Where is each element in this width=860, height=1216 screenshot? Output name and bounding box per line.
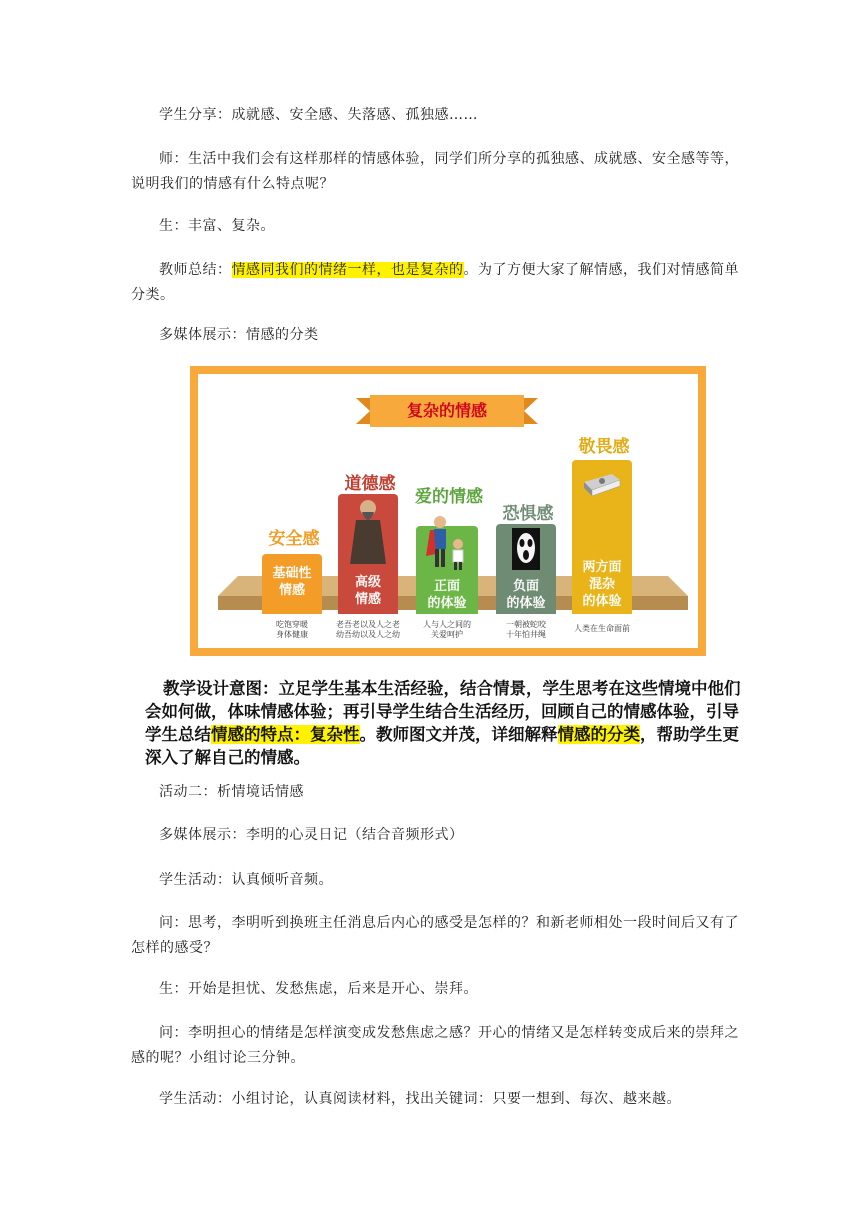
paragraph-question-evolution: 问：李明担心的情绪是怎样演变成发愁焦虑之感？开心的情绪又是怎样转变成后来的崇拜之感的呢？小组讨论三分钟。: [131, 1025, 739, 1066]
bar-label-safety: 基础性 情感: [272, 566, 312, 598]
emotion-classification-figure: [190, 366, 706, 656]
caption-fear: 一朝被蛇咬 十年怕井绳: [506, 620, 546, 639]
paragraph-teacher-question: 师：生活中我们会有这样那样的情感体验，同学们所分享的孤独感、成就感、安全感等等，说明我们的情感有什么特点呢？: [131, 151, 739, 192]
paragraph-activity-two: 活动二：析情境话情感: [159, 784, 304, 800]
paragraph-question-feelings: 问：思考，李明听到换班主任消息后内心的感受是怎样的？和新老师相处一段时间后又有了怎样的感受？: [131, 915, 739, 956]
paragraph-media-diary: 多媒体展示：李明的心灵日记（结合音频形式）: [159, 827, 464, 843]
confucius-icon: [348, 498, 388, 566]
category-title-love: 爱的情感: [415, 487, 483, 507]
summary-highlight: 情感同我们的情绪一样，也是复杂的: [231, 262, 464, 278]
paragraph-student-listen: 学生活动：认真倾听音频。: [159, 872, 333, 888]
intent-part-c: ，帮助学生更深入了解自己的情感。: [145, 725, 739, 767]
bar-label-fear: 负面 的体验: [506, 579, 546, 611]
paragraph-media-show: 多媒体展示：情感的分类: [159, 327, 319, 343]
caption-safety: 吃饱穿暖 身体健康: [276, 620, 308, 639]
caption-awe: 人类在生命面前: [574, 624, 630, 633]
banner-title: 复杂的情感: [406, 401, 487, 420]
summary-suffix: 。为了方便大家了解情感，我们对情感简单分类。: [131, 262, 739, 303]
bar-label-awe: 两方面 混杂 的体验: [582, 560, 622, 609]
intent-part-a: 教学设计意图：立足学生基本生活经验，结合情景，学生思考在这些情境中他们会如何做，体味情感体验；再引导学生结合生活经历，回顾自己的情感体验，引导学生总结: [145, 679, 741, 744]
paragraph-student-answer: 生：丰富、复杂。: [159, 218, 275, 234]
intent-part-b: 。教师图文并茂，详细解释: [359, 725, 558, 744]
figure-panel: [198, 374, 698, 648]
category-title-morality: 道德感: [344, 474, 396, 494]
paragraph-student-share: 学生分享：成就感、安全感、失落感、孤独感……: [159, 107, 478, 123]
paragraph-design-intent: [145, 677, 745, 769]
summary-prefix: 教师总结：: [159, 262, 232, 278]
bar-label-love: 正面 的体验: [427, 579, 467, 611]
intent-highlight-classification: 情感的分类: [557, 725, 640, 744]
intent-highlight-feature: 情感的特点：复杂性: [211, 725, 360, 744]
bar-label-morality: 高级 情感: [354, 575, 381, 607]
scream-mask-icon: [512, 528, 540, 570]
paragraph-group-discussion: 学生活动：小组讨论，认真阅读材料，找出关键词：只要一想到、每次、越来越。: [159, 1091, 681, 1107]
book-icon: [582, 470, 622, 498]
paragraph-teacher-summary: [131, 258, 751, 308]
caption-morality: 老吾老以及人之老 幼吾幼以及人之幼: [336, 620, 400, 639]
category-title-safety: 安全感: [268, 529, 320, 549]
caption-love: 人与人之间的 关爱呵护: [423, 620, 471, 639]
category-title-awe: 敬畏感: [578, 437, 630, 457]
category-title-fear: 恐惧感: [502, 504, 554, 524]
paragraph-student-feelings: 生：开始是担忧、发愁焦虑，后来是开心、崇拜。: [159, 981, 478, 997]
parent-child-icon: [424, 514, 470, 572]
